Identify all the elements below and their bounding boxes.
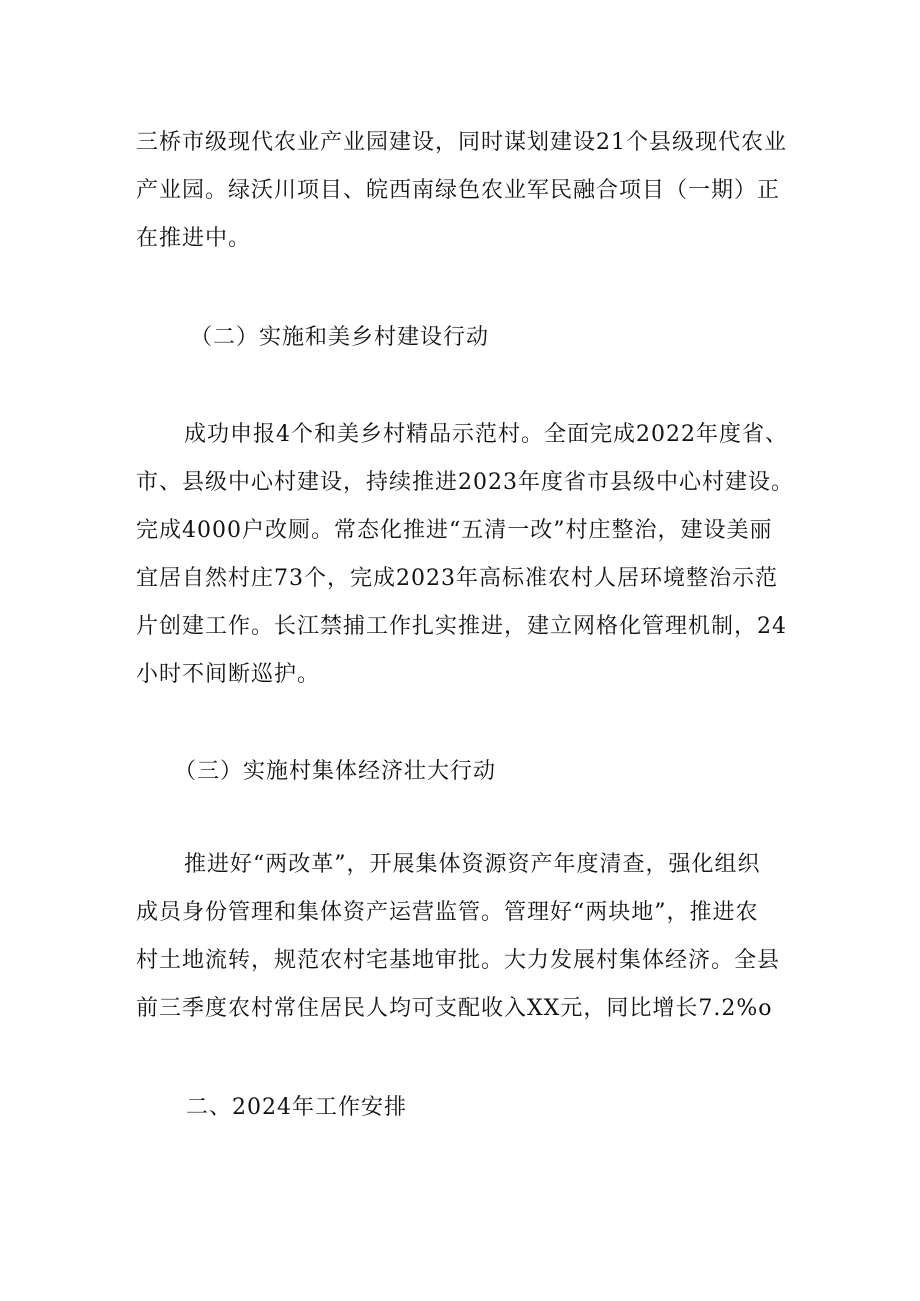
paragraph-line: 村土地流转，规范农村宅基地审批。大力发展村集体经济。全县 bbox=[136, 948, 781, 973]
paragraph-line: 在推进中。 bbox=[136, 226, 252, 251]
paragraph-line: 小时不间断巡护。 bbox=[136, 662, 321, 687]
paragraph-line: 市、县级中心村建设，持续推进2023年度省市县级中心村建设。 bbox=[136, 470, 794, 495]
paragraph-line: 产业园。绿沃川项目、皖西南绿色农业军民融合项目（一期）正 bbox=[136, 178, 781, 203]
section-heading-2: （二）实施和美乡村建设行动 bbox=[190, 325, 490, 350]
paragraph-line: 成员身份管理和集体资产运营监管。管理好“两块地”，推进农 bbox=[136, 900, 759, 925]
paragraph-line: 宜居自然村庄73个，完成2023年高标准农村人居环境整治示范 bbox=[136, 566, 778, 591]
paragraph-line: 完成4000户改厕。常态化推进“五清一改”村庄整治，建设美丽 bbox=[136, 518, 773, 543]
paragraph-line: 推进好“两改革”，开展集体资源资产年度清查，强化组织 bbox=[184, 852, 761, 877]
paragraph-line: 成功申报4个和美乡村精品示范村。全面完成2022年度省、 bbox=[184, 422, 788, 447]
paragraph-line: 片创建工作。长江禁捕工作扎实推进，建立网格化管理机制，24 bbox=[136, 614, 787, 639]
paragraph-line: 三桥市级现代农业产业园建设，同时谋划建设21个县级现代农业 bbox=[136, 130, 787, 155]
section-heading-3: （三）实施村集体经济壮大行动 bbox=[174, 759, 497, 784]
section-heading-main-2: 二、2024年工作安排 bbox=[186, 1095, 407, 1120]
paragraph-line: 前三季度农村常住居民人均可支配收入XX元，同比增长7.2%o bbox=[136, 996, 773, 1021]
